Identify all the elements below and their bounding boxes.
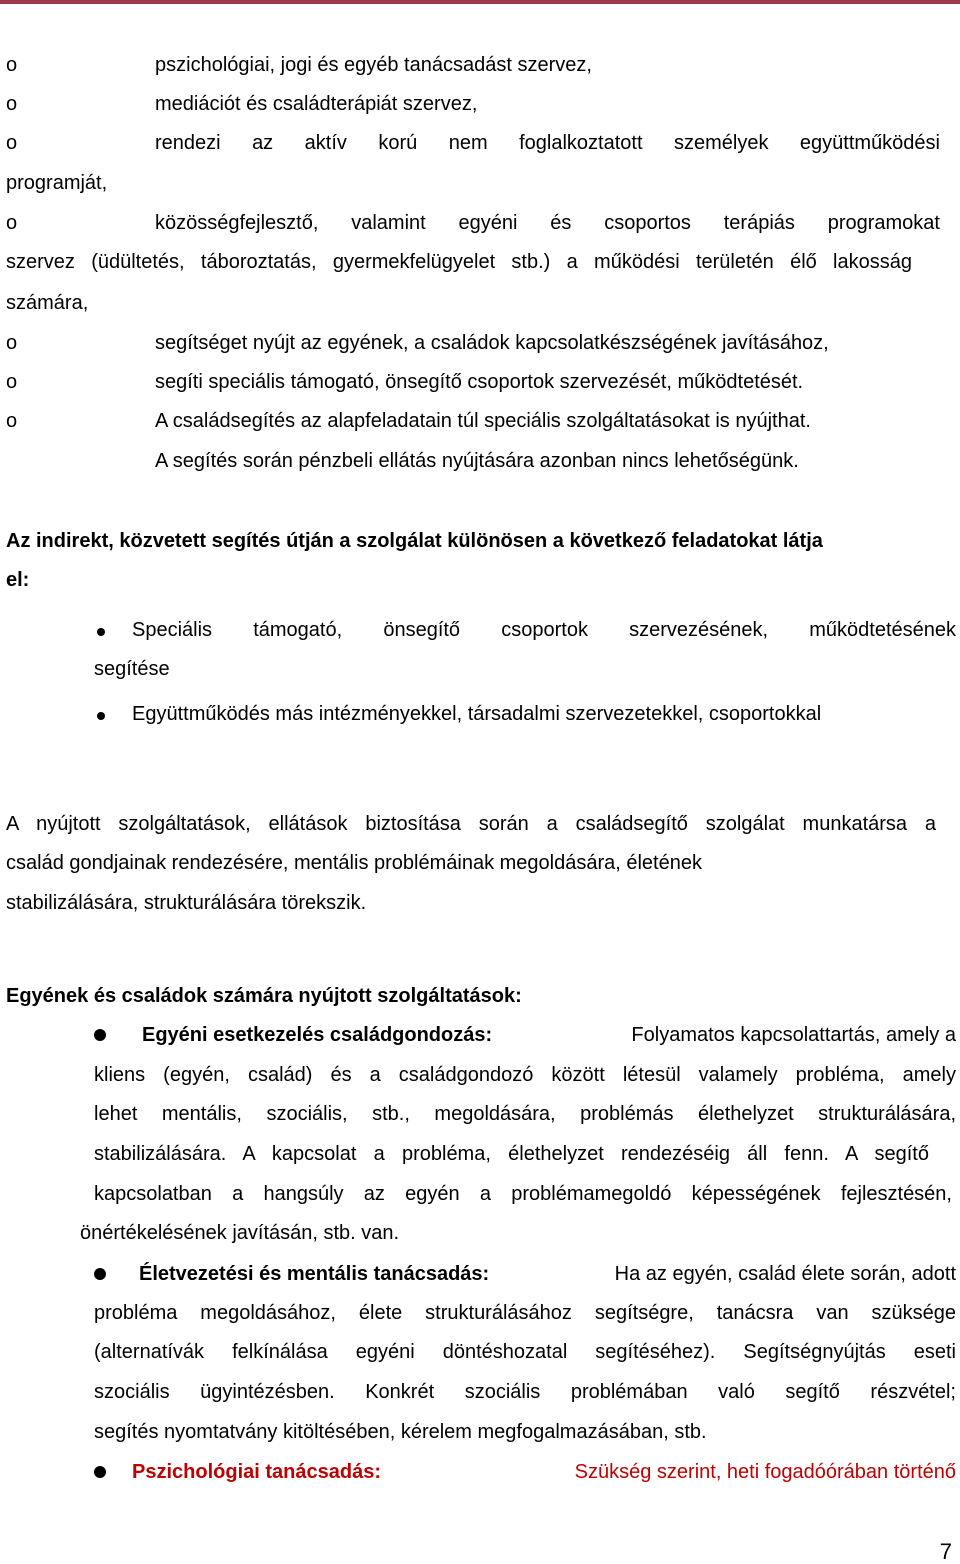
list-item-continuation: programját, <box>6 172 108 194</box>
section-heading-continuation: el: <box>6 569 30 591</box>
paragraph-line: A nyújtott szolgáltatások, ellátások biztosítása során a családsegítő szolgálat munkatársa a <box>6 813 936 835</box>
section-heading: Az indirekt, közvetett segítés útján a szolgálat különösen a következő feladatokat látja <box>6 530 823 552</box>
service-line: szociális ügyintézésben. Konkrét szociális problémában való segítő részvétel; <box>94 1381 956 1403</box>
list-item-continuation: segítése <box>94 658 170 680</box>
list-marker: o <box>6 212 18 234</box>
list-marker: o <box>6 132 18 154</box>
service-text: Szükség szerint, heti fogadóórában történő <box>574 1461 956 1483</box>
service-line: (alternatívák felkínálása egyéni döntéshozatal segítéséhez). Segítségnyújtás eseti <box>94 1341 956 1363</box>
service-line: önértékelésének javításán, stb. van. <box>80 1222 400 1244</box>
list-marker: o <box>6 93 18 115</box>
page-number: 7 <box>939 1539 952 1564</box>
list-marker: o <box>6 371 18 393</box>
service-line: stabilizálására. A kapcsolat a probléma, élethelyzet rendezéséig áll fenn. A segítő <box>94 1143 929 1165</box>
list-item: Speciális támogató, önsegítő csoportok szervezésének, működtetésének <box>132 619 956 641</box>
top-rule <box>0 0 960 4</box>
list-marker: o <box>6 410 18 432</box>
bullet-icon <box>94 1466 106 1478</box>
paragraph-line: stabilizálására, strukturálására törekszik. <box>6 892 367 914</box>
list-item: közösségfejlesztő, valamint egyéni és csoportos terápiás programokat <box>155 212 940 234</box>
service-title: Egyéni esetkezelés családgondozás: <box>142 1024 493 1046</box>
list-item: A családsegítés az alapfeladatain túl speciális szolgáltatásokat is nyújthat. <box>155 410 811 432</box>
bullet-icon <box>94 1029 106 1041</box>
section-heading: Egyének és családok számára nyújtott szolgáltatások: <box>6 985 522 1007</box>
service-line: kliens (egyén, család) és a családgondozó között létesül valamely probléma, amely <box>94 1064 956 1086</box>
service-line: segítés nyomtatvány kitöltésében, kérelem megfogalmazásában, stb. <box>94 1421 707 1443</box>
service-line: kapcsolatban a hangsúly az egyén a problémamegoldó képességének fejlesztésén, <box>94 1183 952 1205</box>
service-line: lehet mentális, szociális, stb., megoldására, problémás élethelyzet strukturálására, <box>94 1103 956 1125</box>
list-item: mediációt és családterápiát szervez, <box>155 93 478 115</box>
list-item: segíti speciális támogató, önsegítő csoportok szervezését, működtetését. <box>155 371 804 393</box>
list-marker: o <box>6 54 18 76</box>
list-item-continuation: számára, <box>6 292 89 314</box>
list-note: A segítés során pénzbeli ellátás nyújtására azonban nincs lehetőségünk. <box>155 450 799 472</box>
service-item-first-line <box>142 1023 956 1047</box>
service-title: Életvezetési és mentális tanácsadás: <box>139 1263 490 1285</box>
bullet-icon <box>97 628 105 636</box>
list-item: segítséget nyújt az egyének, a családok kapcsolatkészségének javításához, <box>155 332 829 354</box>
service-line: probléma megoldásához, élete strukturálásához segítségre, tanácsra van szüksége <box>94 1302 956 1324</box>
paragraph-line: család gondjainak rendezésére, mentális problémáinak megoldására, életének <box>6 852 702 874</box>
list-item: Együttműködés más intézményekkel, társadalmi szervezetekkel, csoportokkal <box>132 703 822 725</box>
list-item: pszichológiai, jogi és egyéb tanácsadást szervez, <box>155 54 592 76</box>
service-text: Folyamatos kapcsolattartás, amely a <box>631 1024 956 1046</box>
list-marker: o <box>6 332 18 354</box>
list-item: rendezi az aktív korú nem foglalkoztatott személyek együttműködési <box>155 132 940 154</box>
bullet-icon <box>94 1268 106 1280</box>
bullet-icon <box>97 712 105 720</box>
list-item-continuation: szervez (üdültetés, táboroztatás, gyermekfelügyelet stb.) a működési területén élő lakosság <box>6 251 912 273</box>
service-text: Ha az egyén, család élete során, adott <box>614 1263 956 1285</box>
service-item-first-line <box>132 1460 956 1484</box>
service-item-first-line <box>139 1262 956 1286</box>
service-title: Pszichológiai tanácsadás: <box>132 1461 381 1483</box>
